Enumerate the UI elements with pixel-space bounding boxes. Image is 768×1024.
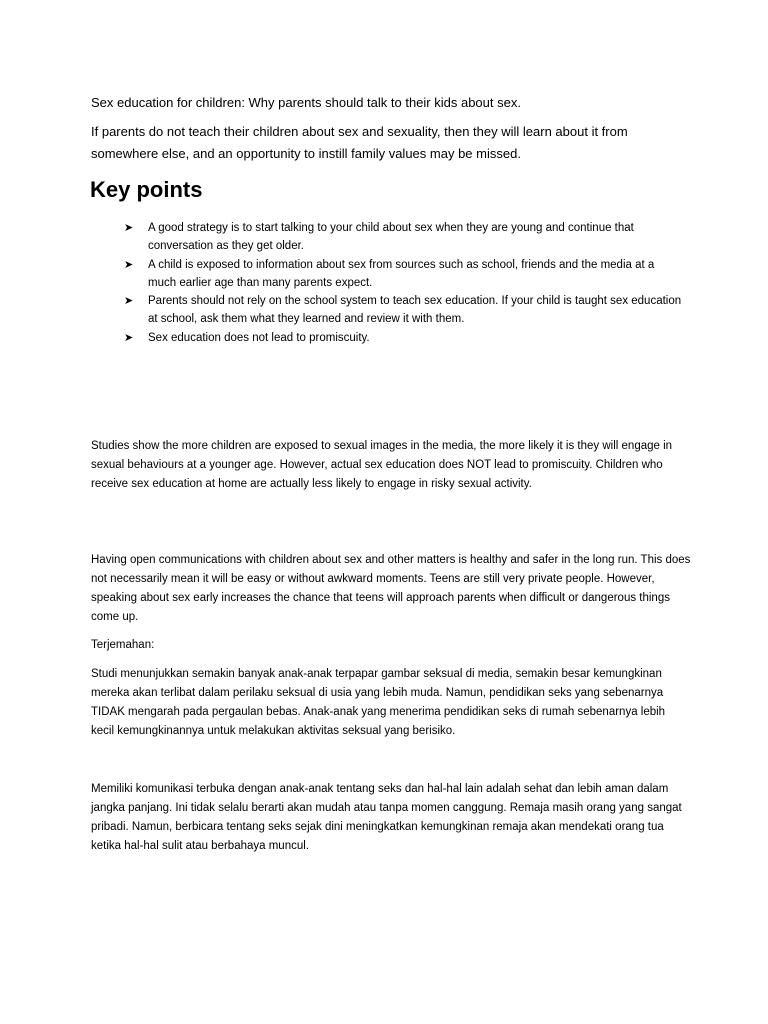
arrowhead-bullet-icon: ➤ xyxy=(124,258,134,271)
key-points-list xyxy=(124,219,684,347)
key-point-text: Sex education does not lead to promiscuity. xyxy=(148,331,370,344)
arrowhead-bullet-icon: ➤ xyxy=(124,331,134,344)
key-point-text: A child is exposed to information about sex from sources such as school, friends and the media at a much earlier age than many parents expect. xyxy=(148,258,655,289)
translation-paragraph-2: Memiliki komunikasi terbuka dengan anak-anak tentang seks dan hal-hal lain adalah sehat dan lebih aman dalam jangka panjang. Ini tidak selalu berarti akan mudah atau tanpa momen canggung. Remaja masih orang yang sangat pribadi. Namun, berbicara tentang seks sejak dini meningkatkan kemungkinan remaja akan mendekati orang tua ketika hal-hal sulit atau berbahaya muncul. xyxy=(91,783,682,852)
translation-paragraph-1: Studi menunjukkan semakin banyak anak-anak terpapar gambar seksual di media, semakin besar kemungkinan mereka akan terlibat dalam perilaku seksual di usia yang lebih muda. Namun, pendidikan seks yang sebenarnya TIDAK mengarah pada pergaulan bebas. Anak-anak yang menerima pendidikan seks di rumah sebenarnya lebih kecil kemungkinannya untuk melakukan aktivitas seksual yang berisiko. xyxy=(91,668,666,737)
arrowhead-bullet-icon: ➤ xyxy=(124,222,134,234)
studies-paragraph: Studies show the more children are exposed to sexual images in the media, the more likely it is they will engage in sexual behaviours at a younger age. However, actual sex education does NOT lead to promiscuity. Children who receive sex education at home are actually less likely to engage in risky sexual activity. xyxy=(91,440,673,490)
list-item xyxy=(124,292,684,329)
list-item xyxy=(124,219,684,256)
key-point-text: Parents should not rely on the school system to teach sex education. If your child is taught sex education at school, ask them what they learned and review it with them. xyxy=(148,295,682,326)
list-item xyxy=(124,329,684,347)
translation-label: Terjemahan: xyxy=(91,639,155,651)
intro-title: Sex education for children: Why parents should talk to their kids about sex. xyxy=(91,95,521,110)
intro-paragraph: If parents do not teach their children about sex and sexuality, then they will learn about it from somewhere else, and an opportunity to instill family values may be missed. xyxy=(91,124,628,161)
key-point-text: A good strategy is to start talking to your child about sex when they are young and continue that conversation as they get older. xyxy=(148,222,634,253)
arrowhead-bullet-icon: ➤ xyxy=(124,295,134,308)
key-points-heading: Key points xyxy=(90,177,203,202)
communication-paragraph: Having open communications with children about sex and other matters is healthy and safer in the long run. This does not necessarily mean it will be easy or without awkward moments. Teens are still very private people. However, speaking about sex early increases the chance that teens will approach parents when difficult or dangerous things come up. xyxy=(91,554,691,623)
list-item xyxy=(124,256,684,293)
